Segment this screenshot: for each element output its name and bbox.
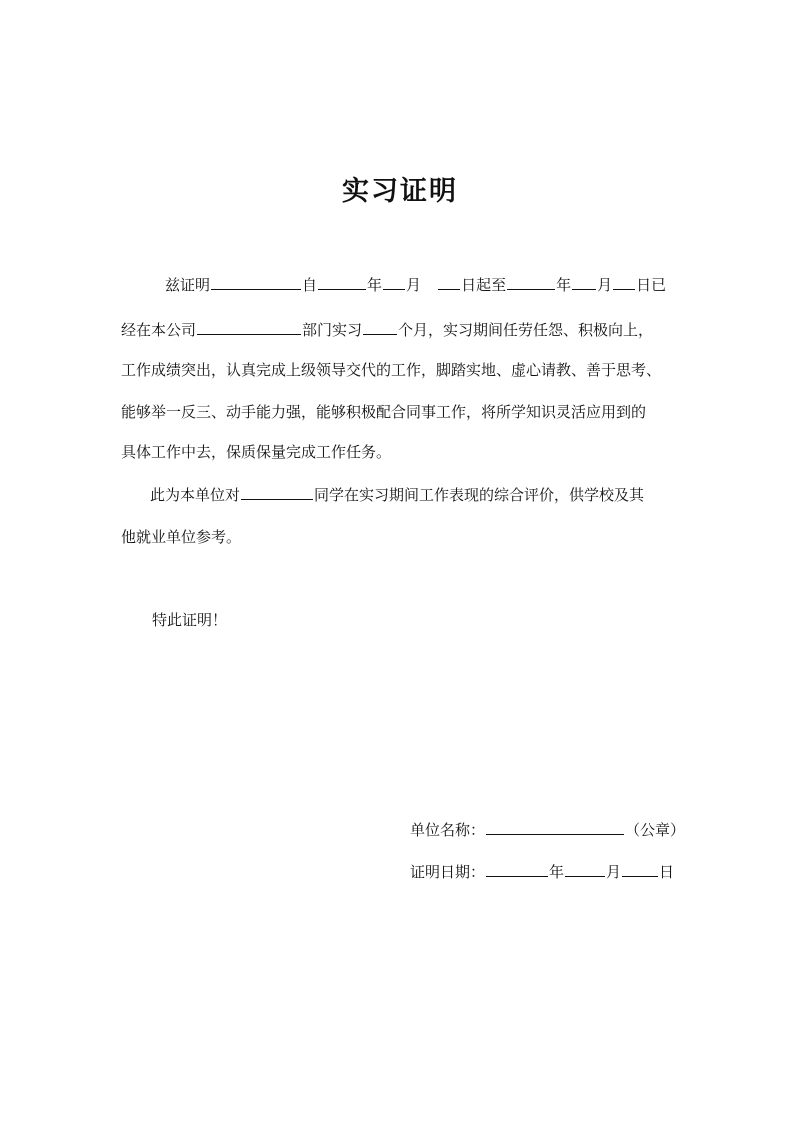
blank-months: [363, 318, 397, 335]
text-department-intern: 部门实习: [302, 321, 363, 339]
date-month-text: 月: [606, 863, 622, 881]
paragraph-1-line-2: [121, 318, 653, 342]
date-label: 证明日期：: [410, 863, 486, 881]
text-evaluation-rest: 同学在实习期间工作表现的综合评价，供学校及其: [314, 486, 645, 504]
text-year-2: 年: [556, 276, 572, 294]
text-months-rest: 个月，实习期间任劳任怨、积极向上，: [398, 321, 654, 339]
blank-student-name-2: [241, 483, 313, 500]
date-year-text: 年: [549, 863, 565, 881]
paragraph-2-line-1: [150, 483, 644, 507]
blank-unit-name: [486, 818, 624, 835]
text-month-2: 月: [597, 276, 613, 294]
text-from: 自: [302, 276, 318, 294]
text-company: 经在本公司: [121, 321, 197, 339]
seal-label: （公章）: [625, 821, 686, 839]
closing-statement: 特此证明！: [152, 611, 228, 629]
paragraph-1-line-1: [165, 273, 666, 297]
blank-end-year: [507, 273, 555, 290]
text-certify: 兹证明: [165, 276, 211, 294]
text-evaluation-for: 此为本单位对: [150, 486, 241, 504]
blank-date-day: [622, 860, 658, 877]
document-title: 实习证明: [342, 176, 458, 207]
blank-department: [197, 318, 301, 335]
text-day-already: 日已: [636, 276, 667, 294]
blank-start-month: [383, 273, 405, 290]
blank-end-day: [613, 273, 635, 290]
text-month: 月: [406, 276, 422, 294]
text-year: 年: [367, 276, 383, 294]
paragraph-1-line-5: 具体工作中去，保质保量完成工作任务。: [121, 443, 392, 461]
blank-end-month: [572, 273, 596, 290]
unit-name-row: [410, 818, 685, 842]
blank-student-name: [211, 273, 301, 290]
date-day-text: 日: [659, 863, 675, 881]
blank-date-year: [486, 860, 548, 877]
blank-start-day: [438, 273, 460, 290]
paragraph-1-line-3: 工作成绩突出，认真完成上级领导交代的工作，脚踏实地、虚心请教、善于思考、: [121, 361, 662, 379]
blank-start-year: [318, 273, 366, 290]
paragraph-2-line-2: 他就业单位参考。: [121, 528, 242, 546]
unit-name-label: 单位名称：: [410, 821, 486, 839]
blank-date-month: [565, 860, 605, 877]
certificate-date-row: [410, 860, 674, 884]
text-day-until: 日起至: [461, 276, 507, 294]
paragraph-1-line-4: 能够举一反三、动手能力强，能够积极配合同事工作，将所学知识灵活应用到的: [121, 403, 647, 421]
